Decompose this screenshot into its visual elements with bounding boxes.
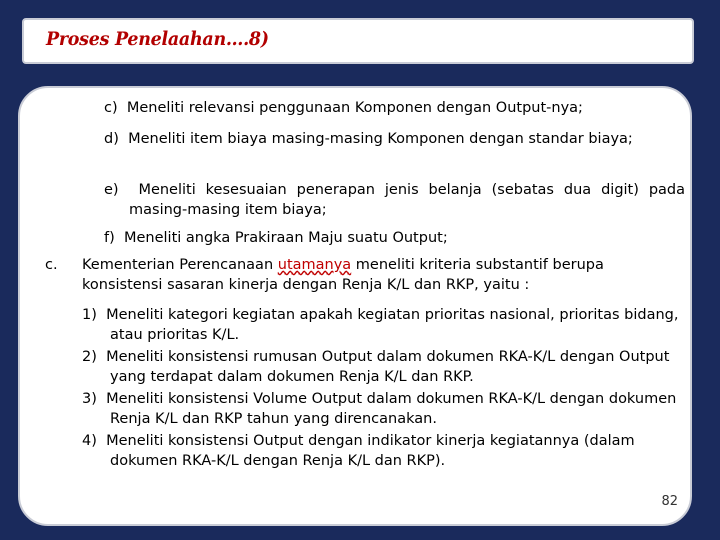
item-c-marker: c.: [45, 257, 58, 273]
sub-item-label: f): [104, 230, 115, 246]
numbered-item-num: 2): [82, 349, 97, 365]
item-c-text-after: meneliti kriteria substantif berupa konsistensi sasaran kinerja dengan Renja K/L dan RKP, yaitu :: [82, 257, 604, 293]
title-bar: [22, 18, 694, 64]
sub-item-text: Meneliti angka Prakiraan Maju suatu Output;: [123, 230, 448, 246]
sub-item-text: Meneliti item biaya masing-masing Komponen dengan standar biaya;: [128, 131, 633, 147]
sub-item-text: Meneliti kesesuaian penerapan jenis belanja (sebatas dua digit) pada masing-masing item biaya;: [129, 182, 686, 218]
numbered-item-4: [82, 431, 700, 471]
numbered-item-text: Meneliti konsistensi rumusan Output dalam dokumen RKA-K/L dengan Output yang terdapat dalam dokumen Renja K/L dan RKP.: [106, 349, 670, 385]
page-number: 82: [661, 494, 678, 509]
item-c-paragraph: [82, 255, 662, 295]
numbered-item-num: 3): [82, 391, 97, 407]
item-c-highlight: utamanya: [277, 257, 352, 273]
sub-item-label: e): [104, 182, 119, 198]
numbered-item-2: [82, 347, 700, 387]
numbered-item-1: [82, 305, 700, 345]
item-c-text-before: Kementerian Perencanaan: [82, 257, 278, 273]
numbered-item-3: [82, 389, 700, 429]
sub-item-text: Meneliti relevansi penggunaan Komponen dengan Output-nya;: [126, 100, 583, 116]
numbered-item-num: 1): [82, 307, 97, 323]
sub-item-label: d): [104, 131, 119, 147]
sub-item-f: [104, 228, 685, 248]
sub-item-c: [104, 98, 685, 118]
numbered-item-num: 4): [82, 433, 97, 449]
sub-item-label: c): [104, 100, 118, 116]
numbered-item-text: Meneliti konsistensi Volume Output dalam dokumen RKA-K/L dengan dokumen Renja K/L dan RKP tahun yang direncanakan.: [106, 391, 677, 427]
sub-item-d: [104, 129, 685, 149]
slide-title: Proses Penelaahan….8): [46, 28, 269, 50]
sub-item-e: [104, 180, 685, 220]
numbered-item-text: Meneliti konsistensi Output dengan indikator kinerja kegiatannya (dalam dokumen RKA-K/L dengan Renja K/L dan RKP).: [106, 433, 635, 469]
numbered-item-text: Meneliti kategori kegiatan apakah kegiatan prioritas nasional, prioritas bidang, atau prioritas K/L.: [106, 307, 679, 343]
